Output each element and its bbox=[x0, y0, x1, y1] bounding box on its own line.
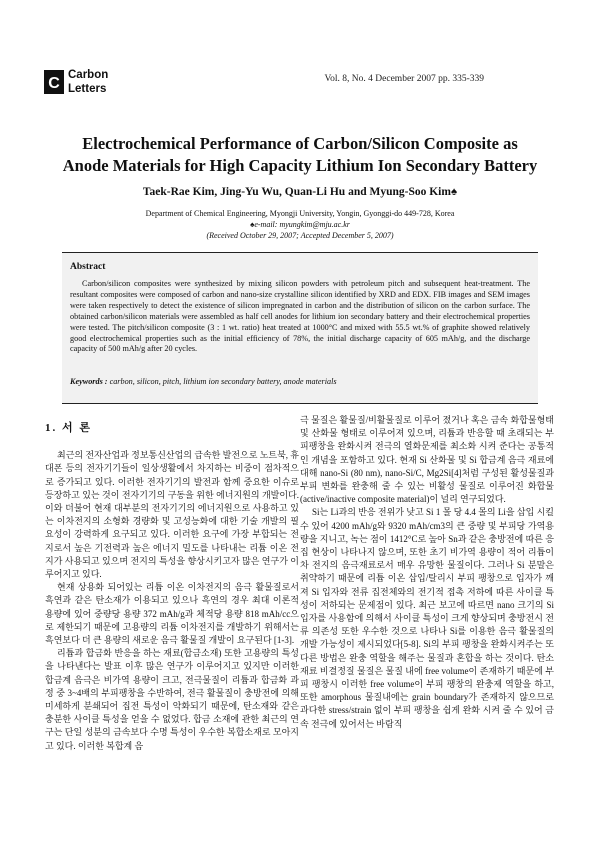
author-list: Taek-Rae Kim, Jing-Yu Wu, Quan-Li Hu and Myung-Soo Kim♠ bbox=[142, 186, 458, 198]
article-title bbox=[40, 133, 560, 177]
section-heading: 1. 서 론 bbox=[45, 422, 93, 434]
right-column bbox=[300, 414, 554, 731]
keywords-line bbox=[70, 377, 530, 386]
title-line-1: Electrochemical Performance of Carbon/Silicon Composite as bbox=[82, 134, 518, 153]
affiliation: Department of Chemical Engineering, Myongji University, Yongin, Gyonggi-do 449-728, Korea bbox=[145, 209, 455, 218]
volume-info: Vol. 8, No. 4 December 2007 pp. 335-339 bbox=[324, 74, 484, 84]
keywords-label: Keywords : bbox=[70, 377, 108, 386]
journal-name-line1: Carbon bbox=[68, 69, 109, 81]
body-paragraph: Si는 Li과의 반응 전위가 낮고 Si 1 몰 당 4.4 몰의 Li을 삽입 시킬 수 있어 4200 mAh/g와 9320 mAh/cm3의 큰 중량 및 부피당 가역용량을 지니고, 녹는 점이 1412°C로 높아 Sn과 같은 충방전에 따른 응집 현상이 나타나지 않으며, 또한 초기 비가역 용량이 적어 리튬이차 전지의 음극재료로서 매우 유망한 물질이다. 그러나 Si 분말은 취약하기 때문에 리튬 이온 삽입/탈리시 부피 팽창으로 입자가 깨져 Si 입자와 전류 집전체와의 전기적 접촉 저하에 따른 사이클 특성이 저하되는 문제점이 있다. 최근 보고에 따르면 nano 크기의 Si 입자를 사용함에 의해서 사이클 특성이 크게 향상되며 충방전시 전류 의존성 또한 우수한 것으로 나타나 Si를 이용한 음극 활물질의 개발 가능성이 제시되었다[5-8]. Si의 부피 팽창을 완화시켜주는 또 다른 방법은 완충 역할을 해주는 물질과 혼합을 하는 것이다. 탄소재료 비결정질 물질은 물질 내에 free volume이 존재하기 때문에 부피 팽창시 이러한 free volume이 부피 팽창의 완충제 역할을 하고, 또한 amorphous 물질내에는 grain boundary가 존재하지 않으므로 과다한 stress/strain 없이 부피 팽창을 쉽게 완화 시켜 줄 수 있어 금속 전극에 있어서는 바람직 bbox=[300, 507, 554, 729]
abstract-heading: Abstract bbox=[70, 262, 106, 272]
title-line-2: Anode Materials for High Capacity Lithium Ion Secondary Battery bbox=[62, 156, 538, 175]
abstract-box bbox=[62, 252, 538, 404]
left-column bbox=[45, 422, 299, 753]
body-paragraph: 현재 상용화 되어있는 리튬 이온 이차전지의 음극 활물질로서 흑연과 같은 탄소재가 이용되고 있으나 흑연의 경우 최대 이론적 용량에 있어 중량당 용량 372 mAh/g과 체적당 용량 818 mAh/cc으로 제한되기 때문에 고용량의 리튬 이차전지를 개발하기 위해서는 흑연보다 더 큰 용량의 새로운 음극 활물질 개발이 요구된다 [1-3]. bbox=[45, 582, 299, 646]
received-dates: (Received October 29, 2007; Accepted December 5, 2007) bbox=[206, 231, 394, 240]
body-paragraph: 최근의 전자산업과 정보통신산업의 급속한 발전으로 노트북, 휴대폰 등의 전자기기들이 일상생활에서 차지하는 비중이 점차적으로 증가되고 있다. 이러한 전자기기의 발전과 함께 중요한 이슈로 등장하고 있는 것이 전자기기의 구동을 위한 에너지원의 개발이다. 이와 더불어 현재 대부분의 전자기기의 에너지원으로 사용하고 있는 이차전지의 소형화 경량화 및 고성능화에 대한 기술 개발의 필요성이 강력하게 요구되고 있다. 이러한 요구에 가장 부합되는 전지로서 높은 기전력과 높은 에너지 밀도를 나타내는 리튬 이온 전지가 사용되고 있으며 전지의 특성을 향상시키고자 많은 연구가 이루어지고 있다. bbox=[45, 450, 299, 580]
svg-text:C: C bbox=[48, 75, 60, 92]
corresponding-email: ♠e-mail: myungkim@mju.ac.kr bbox=[250, 220, 350, 229]
journal-name bbox=[68, 68, 108, 96]
journal-name-line2: Letters bbox=[68, 83, 107, 95]
abstract-text: Carbon/silicon composites were synthesized by mixing silicon powders with petroleum pitch and subsequent heat-treatment. The resultant composites were composed of carbon and nano-size crystalline silicon identified by XRD and EDX. FIB images and SEM images were taken respectively to detect the existence of silicon impregnated in carbon and the distribution of silicon on the carbon surface. The obtained carbon/silicon materials were assembled as half cell anodes for lithium ion secondary battery and their electrochemical properties were tested. The pitch/silicon composite (3 : 1 wt. ratio) heat treated at 1000°C and mixed with 55.5 wt.% of graphite showed relatively good electrochemical properties such as the initial efficiency of 78%, the initial discharge capacity of 605 mAh/g, and the discharge capacity of 500 mAh/g after 20 cycles. bbox=[70, 279, 530, 354]
body-paragraph: 리튬과 합금화 반응을 하는 재료(합금소재) 또한 고용량의 특성을 나타낸다는 발표 이후 많은 연구가 이루어지고 있지만 이러한 합금계 음극은 비가역 용량이 크고, 전극물질이 리튬과 합금화 과정 중 3~4배의 부피팽창을 수반하여, 전극 활물질이 충방전에 의해 미세하게 분쇄되어 집전 특성이 악화되기 때문에, 탄소재와 같은 충분한 사이클 특성을 얻을 수 없었다. 합금 소재에 관한 최근의 연구는 단일 성분의 금속보다 수명 특성이 우수한 복합소재로 모아지고 있다. 이러한 복합계 음 bbox=[45, 648, 299, 751]
carbon-letters-logo-icon bbox=[44, 70, 64, 94]
keywords-text: carbon, silicon, pitch, lithium ion secondary battery, anode materials bbox=[109, 377, 337, 386]
body-paragraph: 극 물질은 활물질/비활물질로 이루어 졌거나 혹은 금속 화합물형태 및 산화물 형태로 이루어져 있으며, 리튬과 반응할 때 초래되는 부피팽창을 완화시켜 전극의 열화문제를 최소화 시켜 준다는 공통적인 개념을 포함하고 있다. 현재 Si 산화물 및 Si 합금계 음극 재료에 대해 nano-Si (80 nm), nano-Si/C, Mg2Si[4]처럼 구성된 활성물질과 부피 변화를 완충해 줄 수 있는 비활성 물질로 이루어진 화합물(active/inactive composite material)이 널리 연구되었다. bbox=[300, 415, 554, 505]
affiliation-block bbox=[40, 208, 560, 241]
journal-logo bbox=[44, 68, 134, 100]
